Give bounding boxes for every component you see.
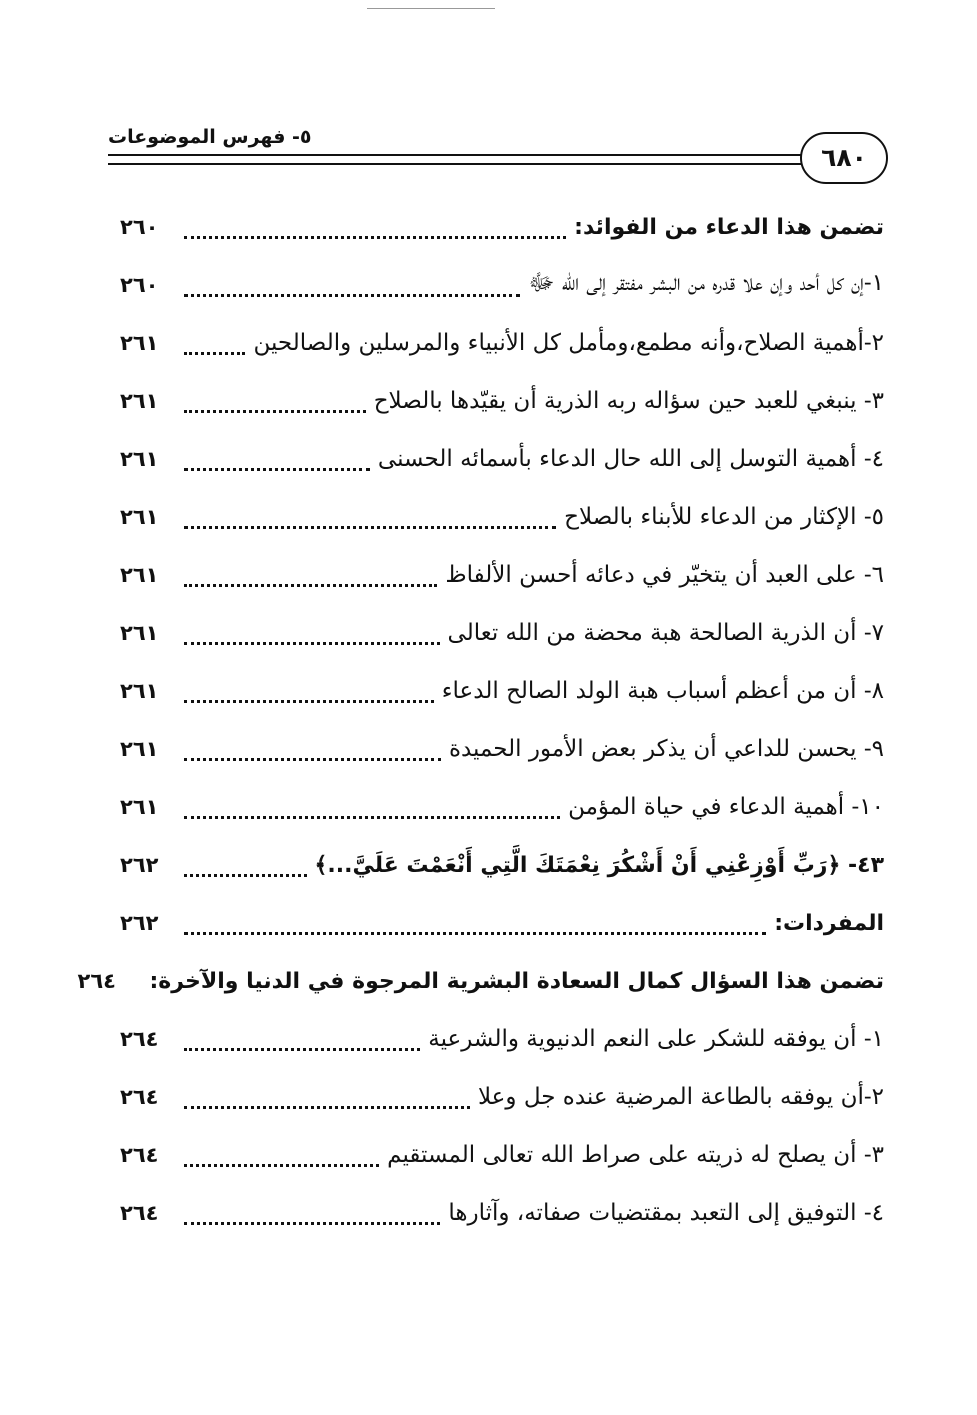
toc-entry xyxy=(120,604,884,662)
toc-entry xyxy=(120,1184,884,1242)
toc-entry xyxy=(120,778,884,836)
toc-entry-page: ٢٦٢ xyxy=(120,853,159,877)
toc-entry xyxy=(120,198,884,256)
header-double-rule xyxy=(108,154,886,165)
toc-entry xyxy=(120,314,884,372)
page-number-badge: ٦٨٠ xyxy=(800,132,888,184)
toc-entry-title: المفردات: xyxy=(774,910,884,936)
toc-entry-title: ١- أن يوفقه للشكر على النعم الدنيوية والشرعية xyxy=(428,1026,884,1052)
dot-leader xyxy=(184,734,441,761)
section-title: ٥- فهرس الموضوعات xyxy=(108,126,312,148)
toc-entry-title: ٤- التوفيق إلى التعبد بمقتضيات صفاته، وآثارها xyxy=(448,1200,884,1226)
toc-entry-page: ٢٦١ xyxy=(120,331,159,355)
toc-entry xyxy=(120,256,884,314)
toc-entry-page: ٢٦٤ xyxy=(77,969,116,993)
toc-entry-title: ١-إن كل أحد وإن علا قدره من البشر مفتقر إلى الله ﷻ xyxy=(528,270,884,296)
toc-entry xyxy=(120,488,884,546)
toc-entry-title: ١٠- أهمية الدعاء في حياة المؤمن xyxy=(568,794,884,820)
dot-leader xyxy=(184,908,766,935)
toc-entry xyxy=(120,836,884,894)
dot-leader xyxy=(184,792,560,819)
toc-entry-page: ٢٦١ xyxy=(120,679,159,703)
top-rule xyxy=(367,8,495,9)
toc-entry-title: ٥- الإكثار من الدعاء للأبناء بالصلاح xyxy=(564,504,884,530)
toc-entry-page: ٢٦٠ xyxy=(120,215,159,239)
toc-entry-page: ٢٦١ xyxy=(120,621,159,645)
toc-entry-title: تضمن هذا السؤال كمال السعادة البشرية المرجوة في الدنيا والآخرة: xyxy=(149,968,884,994)
toc-entry-title: ٨- أن من أعظم أسباب هبة الولد الصالح الدعاء xyxy=(441,678,884,704)
toc-entry xyxy=(120,1010,884,1068)
toc-entry xyxy=(120,1068,884,1126)
toc-entry-title: ٩- يحسن للداعي أن يذكر بعض الأمور الحميدة xyxy=(448,736,884,762)
toc-entry xyxy=(120,1126,884,1184)
toc-entry-title: ٦- على العبد أن يتخيّر في دعائه أحسن الألفاظ xyxy=(445,562,884,588)
dot-leader xyxy=(184,212,566,239)
toc-entry-title: ٧- أن الذرية الصالحة هبة محضة من الله تعالى xyxy=(447,620,884,646)
dot-leader xyxy=(184,502,556,529)
table-of-contents xyxy=(77,198,884,1242)
dot-leader xyxy=(184,386,366,413)
toc-entry-title: ٣- أن يصلح له ذريته على صراط الله تعالى المستقيم xyxy=(387,1142,884,1168)
dot-leader xyxy=(184,328,245,355)
toc-entry-page: ٢٦١ xyxy=(120,505,159,529)
toc-entry-page: ٢٦٤ xyxy=(120,1143,159,1167)
dot-leader xyxy=(184,1198,440,1225)
toc-entry-title: ٣- ينبغي للعبد حين سؤاله ربه الذرية أن يقيّدها بالصلاح xyxy=(373,388,884,414)
toc-entry-title: ٤- أهمية التوسل إلى الله حال الدعاء بأسمائه الحسنى xyxy=(377,446,884,472)
dot-leader xyxy=(184,618,440,645)
toc-entry xyxy=(120,430,884,488)
toc-entry-page: ٢٦١ xyxy=(120,563,159,587)
dot-leader xyxy=(184,1140,379,1167)
toc-entry xyxy=(120,546,884,604)
toc-entry xyxy=(120,372,884,430)
dot-leader xyxy=(184,850,307,877)
toc-entry-title: ٤٣- ﴿رَبِّ أَوْزِعْنِي أَنْ أَشْكُرَ نِعْمَتَكَ الَّتِي أَنْعَمْتَ عَلَيَّ...﴾ xyxy=(314,852,884,878)
toc-entry-page: ٢٦١ xyxy=(120,737,159,761)
toc-entry-page: ٢٦١ xyxy=(120,795,159,819)
dot-leader xyxy=(184,1024,420,1051)
toc-entry-page: ٢٦١ xyxy=(120,389,159,413)
toc-entry xyxy=(120,720,884,778)
toc-entry-page: ٢٦٤ xyxy=(120,1085,159,1109)
toc-entry xyxy=(120,894,884,952)
dot-leader xyxy=(184,270,520,297)
toc-entry-title: ٢-أن يوفقه بالطاعة المرضية عنده جل وعلا xyxy=(477,1084,884,1110)
toc-entry-page: ٢٦٢ xyxy=(120,911,159,935)
dot-leader xyxy=(184,560,437,587)
dot-leader xyxy=(184,444,370,471)
dot-leader xyxy=(184,676,434,703)
page-header xyxy=(108,122,886,192)
toc-entry xyxy=(77,952,884,1010)
toc-entry xyxy=(120,662,884,720)
toc-entry-title: ٢-أهمية الصلاح،وأنه مطمع،ومأمل كل الأنبياء والمرسلين والصالحين xyxy=(253,330,884,356)
toc-entry-page: ٢٦٤ xyxy=(120,1201,159,1225)
toc-entry-page: ٢٦٤ xyxy=(120,1027,159,1051)
dot-leader xyxy=(184,1082,470,1109)
toc-entry-title: تضمن هذا الدعاء من الفوائد: xyxy=(574,214,884,240)
toc-entry-page: ٢٦٠ xyxy=(120,273,159,297)
toc-entry-page: ٢٦١ xyxy=(120,447,159,471)
